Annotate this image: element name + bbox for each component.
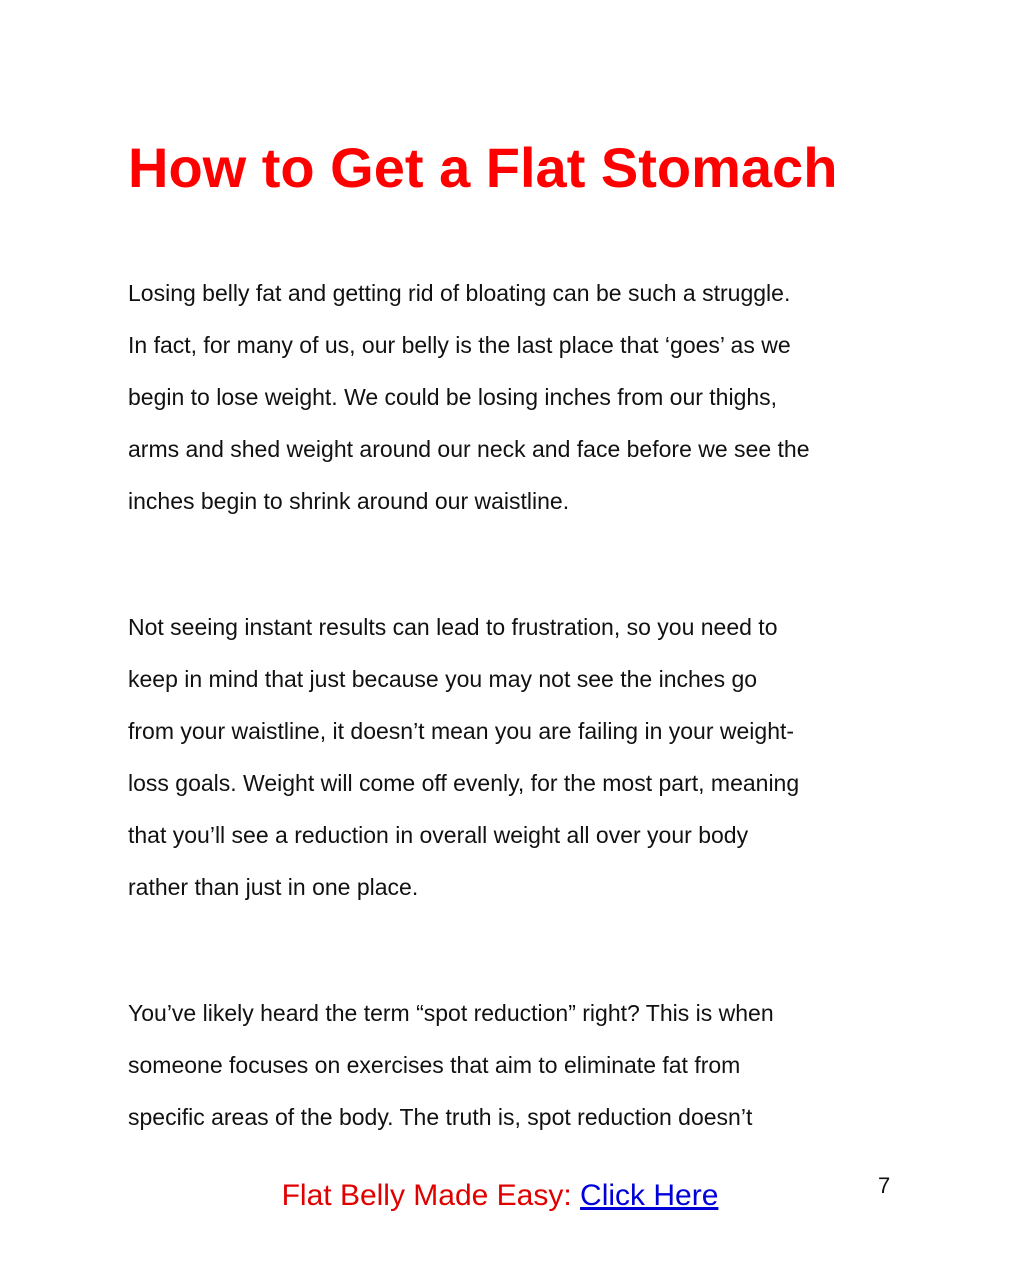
- paragraph-1-line: In fact, for many of us, our belly is the last place that ‘goes’ as we: [128, 332, 791, 358]
- click-here-link[interactable]: Click Here: [580, 1179, 719, 1212]
- paragraph-2-line: Not seeing instant results can lead to frustration, so you need to: [128, 614, 778, 640]
- footer-label: Flat Belly Made Easy:: [281, 1179, 581, 1212]
- paragraph-3-line: You’ve likely heard the term “spot reduction” right? This is when: [128, 1000, 774, 1026]
- paragraph-1-line: arms and shed weight around our neck and face before we see the: [128, 436, 810, 462]
- paragraph-1-line: begin to lose weight. We could be losing inches from our thighs,: [128, 384, 778, 410]
- paragraph-2-line: from your waistline, it doesn’t mean you are failing in your weight-: [128, 718, 795, 744]
- paragraph-2-line: keep in mind that just because you may not see the inches go: [128, 666, 758, 692]
- paragraph-2-line: rather than just in one place.: [128, 874, 419, 900]
- paragraph-3-line: someone focuses on exercises that aim to eliminate fat from: [128, 1052, 741, 1078]
- paragraph-2-line: loss goals. Weight will come off evenly, for the most part, meaning: [128, 770, 800, 796]
- paragraph-1-line: inches begin to shrink around our waistline.: [128, 488, 570, 514]
- page-footer: [0, 1176, 1000, 1216]
- paragraph-2-line: that you’ll see a reduction in overall weight all over your body: [128, 822, 749, 848]
- paragraph-1-line: Losing belly fat and getting rid of bloating can be such a struggle.: [128, 280, 791, 306]
- paragraph-3-line: specific areas of the body. The truth is, spot reduction doesn’t: [128, 1104, 753, 1130]
- page-number: 7: [878, 1173, 891, 1198]
- page-title: How to Get a Flat Stomach: [128, 136, 838, 199]
